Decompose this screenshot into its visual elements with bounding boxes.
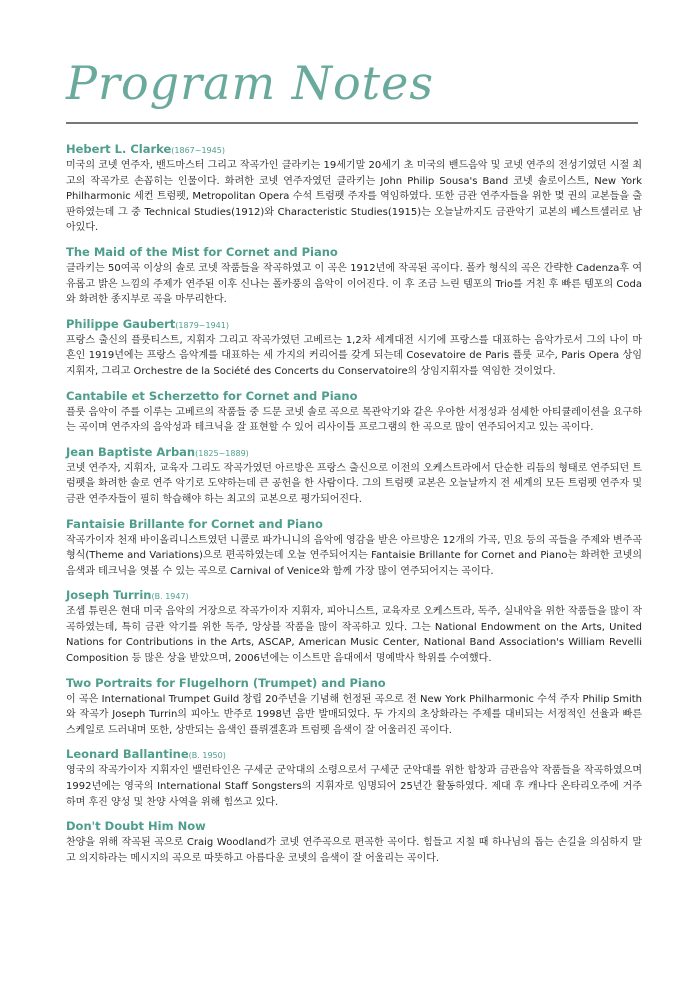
- section-heading: [66, 245, 642, 261]
- section-title: Cantabile et Scherzetto for Cornet and Piano: [66, 388, 358, 403]
- section-heading: [66, 517, 642, 533]
- note-section-two-portraits: [66, 676, 642, 739]
- section-dates: (1879~1941): [175, 320, 229, 330]
- section-title: Leonard Ballantine: [66, 747, 189, 762]
- section-body: 코넷 연주자, 지휘자, 교육자 그리도 작곡가였던 아르방은 프랑스 출신으로 이전의 오케스트라에서 단순한 리듬의 형태로 연주되던 트럼펫을 화려한 솔로 연주 악기로 도약하는데 큰 공헌을 한 사람이다. 그의 트럼펫 교본은 오늘날까지 전 세계의 모든 트럼펫 연주자 및 금관 연주자들이 필히 학습해야 하는 최고의 교본으로 평가되어진다.: [66, 462, 642, 505]
- section-body: 이 곡은 International Trumpet Guild 창립 20주년을 기념해 헌정된 곡으로 전 New York Philharmonic 수석 주자 Philip Smith와 작곡가 Joseph Turrin의 피아노 반주로 1998년 음반 발매되었다. 두 가지의 초상화라는 주제를 대비되는 서정적인 선율과 빠른 스케일로 드러내며 또한, 상반되는 음색인 플뤼겔혼과 트럼펫 음색이 잘 어울러진 곡이다.: [66, 693, 642, 736]
- section-heading: [66, 142, 642, 158]
- section-heading: [66, 445, 642, 461]
- section-heading: [66, 819, 642, 835]
- section-body: 미국의 코넷 연주자, 밴드마스터 그리고 작곡가인 클라키는 19세기말 20세기 초 미국의 밴드음악 및 코넷 연주의 전성기였던 시절 최고의 작곡가로 손꼽히는 인물이다. 화려한 코넷 연주자였던 클라키는 John Philip Sousa's Band 코넷 솔로이스트, New York Philharmonic 세컨 트럼펫, Metropolitan Opera 수석 트럼펫 주자를 역임하였다. 또한 금관 연주자들을 위한 몇 권의 교본들을 출판하였는데 그 중 Technical Studies(1912)와 Characteristic Studies(1915)는 오늘날까지도 금관악기 교본의 베스트셀러로 남아있다.: [66, 160, 642, 234]
- section-body: 작곡가이자 천재 바이올리니스트였던 니콜로 파가니니의 음악에 영감을 받은 아르방은 12개의 가곡, 민요 등의 곡들을 주제와 변주곡 형식(Theme and Variations)으로 편곡하였는데 오늘 연주되어지는 Fantaisie Brillante for Cornet and Piano는 화려한 코넷의 음색과 테크닉을 엿볼 수 있는 곡으로 Carnival of Venice와 함께 가장 많이 연주되어지는 곡이다.: [66, 534, 642, 577]
- page-title: Program Notes: [66, 56, 434, 110]
- note-section-cantabile: [66, 389, 642, 436]
- section-dates: (B. 1947): [151, 592, 189, 602]
- note-section-fantaisie-brillante: [66, 517, 642, 580]
- section-title: Hebert L. Clarke: [66, 142, 172, 156]
- note-section-ballantine: [66, 747, 642, 810]
- note-section-arban: [66, 445, 642, 508]
- section-body: 프랑스 출신의 플룻티스트, 지휘자 그리고 작곡가였던 고베르는 1,2차 세계대전 시기에 프랑스를 대표하는 음악가로서 그의 나이 마흔인 1919년에는 프랑스 음악계를 대표하는 세 가지의 커리어를 갖게 되는데 Cosevatoire de Paris 플룻 교수, Paris Opera 상임지휘자, 그리고 Orchestre de la Société des Concerts du Conservatoire의 상임지휘자를 역임한 것이었다.: [66, 334, 642, 377]
- section-body: 플룻 음악이 주를 이루는 고베르의 작품들 중 드문 코넷 솔로 곡으로 목관악기와 같은 우아한 서정성과 섬세한 아티큘레이션을 요구하는 곡이며 연주자의 음악성과 테크닉을 잘 표현할 수 있어 리사이틀 프로그램의 한 곡으로 많이 연주되어지고 있는 곡이다.: [66, 406, 642, 434]
- section-body: 클라키는 50여곡 이상의 솔로 코넷 작품들을 작곡하였고 이 곡은 1912년에 작곡된 곡이다. 폴카 형식의 곡은 간략한 Cadenza후 여유롭고 밝은 느낌의 주제가 연주된 이후 신나는 폴카풍의 음악이 이어진다. 이 후 조금 느린 템포의 Trio를 거친 후 빠른 템포의 Coda와 화려한 종지부로 곡을 마무리한다.: [66, 262, 642, 306]
- note-section-maid-of-the-mist: [66, 245, 642, 308]
- title-divider: [66, 122, 638, 124]
- section-body: 조셉 튜린은 현대 미국 음악의 거장으로 작곡가이자 지휘자, 피아니스트, 교육자로 오케스트라, 독주, 실내악을 위한 작품들을 많이 작곡하였는데, 특히 금관 악기를 위한 독주, 앙상블 작품을 많이 작곡하고 있다. 그는 National Endowment on the Arts, United Nations for Contributions in the Arts, ASCAP, American Music Center, National Band Association's William Revelli Composition 등 많은 상을 받았으며, 2006년에는 이스트만 음대에서 명예박사 학위를 수여했다.: [66, 606, 642, 665]
- section-body: 찬양을 위해 작곡된 곡으로 Craig Woodland가 코넷 연주곡으로 편곡한 곡이다. 힘들고 지칠 때 하나님의 돕는 손길을 의심하지 말고 의지하라는 메시지의 곡으로 따뜻하고 아름다운 코넷의 음색이 잘 어울리는 곡이다.: [66, 837, 642, 864]
- section-title: Fantaisie Brillante for Cornet and Piano: [66, 516, 323, 531]
- section-title: The Maid of the Mist for Cornet and Piano: [66, 244, 338, 259]
- section-title: Philippe Gaubert: [66, 316, 176, 331]
- note-section-turrin: [66, 588, 642, 666]
- section-title: Don't Doubt Him Now: [66, 819, 206, 834]
- section-body: 영국의 작곡가이자 지휘자인 밸런타인은 구세군 군악대의 소령으로서 구세군 군악대를 위한 합창과 금관음악 작품들을 작곡하였으며 1992년에는 영국의 International Staff Songsters의 지휘자로 임명되어 25년간 활동하였다. 제대 후 캐나다 온타리오주에 거주하며 후진 양성 및 찬양 사역을 위해 힘쓰고 있다.: [66, 765, 642, 808]
- section-title: Two Portraits for Flugelhorn (Trumpet) and Piano: [66, 675, 386, 690]
- section-heading: [66, 747, 642, 763]
- note-section-gaubert: [66, 317, 642, 380]
- section-heading: [66, 676, 642, 692]
- section-heading: [66, 389, 642, 405]
- section-heading: [66, 588, 642, 604]
- note-section-dont-doubt-him-now: [66, 819, 642, 866]
- note-section-clarke: [66, 142, 642, 236]
- section-heading: [66, 317, 642, 333]
- section-dates: (1825~1889): [195, 448, 249, 458]
- notes-content: [66, 142, 642, 875]
- section-title: Jean Baptiste Arban: [66, 444, 196, 459]
- section-title: Joseph Turrin: [66, 588, 152, 603]
- section-dates: (1867~1945): [171, 146, 225, 155]
- section-dates: (B. 1950): [188, 751, 226, 761]
